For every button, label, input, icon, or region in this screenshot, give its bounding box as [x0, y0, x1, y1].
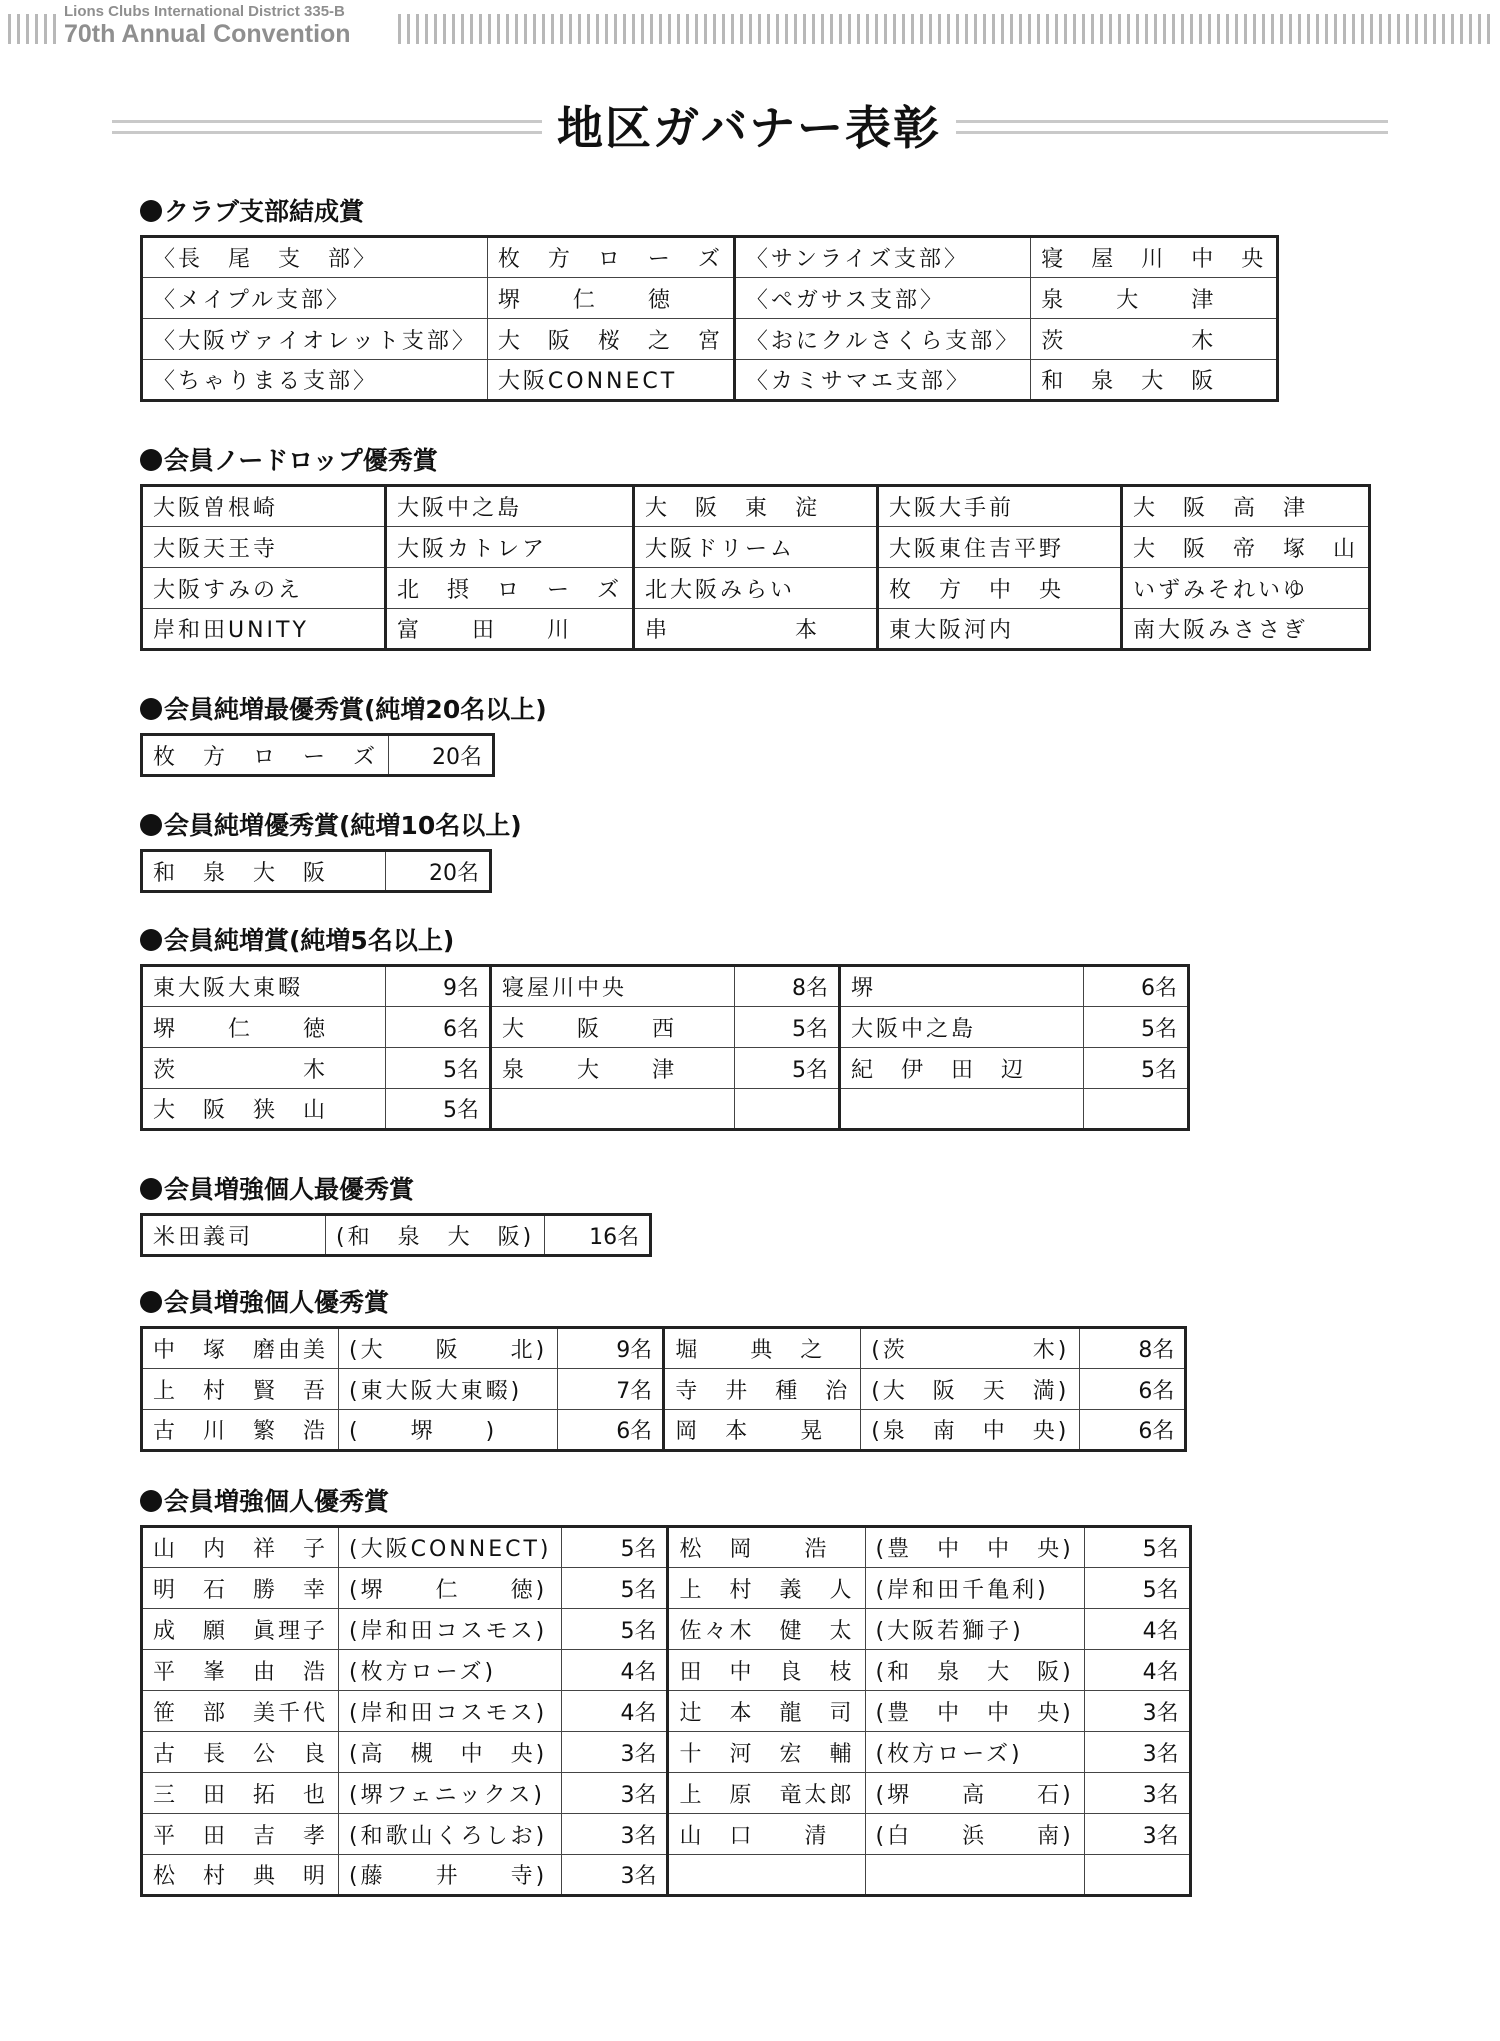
- table-row: [142, 735, 494, 776]
- section-title: 会員純増優秀賞(純増10名以上): [140, 810, 522, 842]
- club-name-cell: (堺 仁 徳): [339, 1568, 562, 1609]
- club-name-cell: 大 阪 西: [491, 1007, 735, 1048]
- club-name-cell: 大阪中之島: [840, 1007, 1084, 1048]
- club-name-cell: [865, 1855, 1084, 1896]
- table-row: [142, 527, 1370, 568]
- count-cell: 5名: [386, 1048, 491, 1089]
- table-row: [142, 568, 1370, 609]
- person-name-cell: 田 中 良 枝: [668, 1650, 865, 1691]
- club-name-cell: 茨 木: [142, 1048, 386, 1089]
- club-name-cell: (高 槻 中 央): [339, 1732, 562, 1773]
- table-row: [142, 278, 1278, 319]
- count-cell: 6名: [386, 1007, 491, 1048]
- branch-name-cell: 〈おにクルさくら支部〉: [734, 319, 1030, 360]
- table-row: [142, 966, 1189, 1007]
- club-branch-table: [140, 235, 1279, 402]
- count-cell: 5名: [562, 1609, 668, 1650]
- section-club-branch: [140, 196, 1279, 402]
- table-row: [142, 237, 1278, 278]
- person-name-cell: 上 原 竜太郎: [668, 1773, 865, 1814]
- person-name-cell: 古 川 繁 浩: [142, 1410, 339, 1451]
- club-name-cell: 大 阪 高 津: [1122, 486, 1370, 527]
- section-title: 会員増強個人優秀賞: [140, 1486, 1192, 1518]
- club-name-cell: 富 田 川: [386, 609, 634, 650]
- club-name-cell: 大阪中之島: [386, 486, 634, 527]
- section-individual-top: [140, 1174, 652, 1257]
- club-name-cell: 大 阪 帝 塚 山: [1122, 527, 1370, 568]
- club-name-cell: 大阪カトレア: [386, 527, 634, 568]
- bullet-icon: [140, 1490, 162, 1512]
- person-name-cell: 中 塚 磨由美: [142, 1328, 339, 1369]
- individual-excellent-table-2: [140, 1525, 1192, 1897]
- person-name-cell: 辻 本 龍 司: [668, 1691, 865, 1732]
- club-name-cell: 南大阪みささぎ: [1122, 609, 1370, 650]
- count-cell: 20名: [386, 851, 491, 892]
- header-text: [64, 4, 351, 48]
- bullet-icon: [140, 814, 162, 836]
- section-title: 会員ノードロップ優秀賞: [140, 445, 1371, 477]
- section-title: クラブ支部結成賞: [140, 196, 1279, 228]
- table-row: [142, 1328, 1186, 1369]
- club-name-cell: (岸和田千亀利): [865, 1568, 1084, 1609]
- count-cell: 9名: [558, 1328, 664, 1369]
- table-row: [142, 1089, 1189, 1130]
- count-cell: 3名: [562, 1732, 668, 1773]
- count-cell: 6名: [1080, 1410, 1186, 1451]
- net-gain-table: [140, 964, 1190, 1131]
- person-name-cell: 上 村 義 人: [668, 1568, 865, 1609]
- club-name-cell: 大 阪 狭 山: [142, 1089, 386, 1130]
- club-name-cell: 和 泉 大 阪: [142, 851, 386, 892]
- table-row: [142, 1369, 1186, 1410]
- club-name-cell: いずみそれいゆ: [1122, 568, 1370, 609]
- person-name-cell: 成 願 眞理子: [142, 1609, 339, 1650]
- club-name-cell: (和 泉 大 阪): [865, 1650, 1084, 1691]
- club-name-cell: (茨 木): [861, 1328, 1080, 1369]
- count-cell: 5名: [1084, 1568, 1190, 1609]
- count-cell: 4名: [562, 1691, 668, 1732]
- table-row: [142, 851, 491, 892]
- section-individual-excellent-2: [140, 1486, 1192, 1897]
- club-name-cell: 東大阪大東畷: [142, 966, 386, 1007]
- club-name-cell: 大阪ドリーム: [634, 527, 878, 568]
- count-cell: 6名: [558, 1410, 664, 1451]
- club-name-cell: 大阪大手前: [878, 486, 1122, 527]
- club-name-cell: 串 本: [634, 609, 878, 650]
- table-row: [142, 1048, 1189, 1089]
- branch-name-cell: 〈長 尾 支 部〉: [142, 237, 488, 278]
- club-name-cell: 堺 仁 徳: [142, 1007, 386, 1048]
- count-cell: 16名: [545, 1215, 651, 1256]
- count-cell: 4名: [1084, 1609, 1190, 1650]
- club-name-cell: 岸和田UNITY: [142, 609, 386, 650]
- page-title: 地区ガバナー表彰: [557, 101, 941, 155]
- branch-name-cell: 〈ちゃりまる支部〉: [142, 360, 488, 401]
- count-cell: 8名: [735, 966, 840, 1007]
- club-name-cell: 泉 大 津: [491, 1048, 735, 1089]
- table-row: [142, 319, 1278, 360]
- club-name-cell: (泉 南 中 央): [861, 1410, 1080, 1451]
- header-convention: 70th Annual Convention: [64, 20, 351, 48]
- count-cell: 5名: [1084, 1007, 1189, 1048]
- table-row: [142, 1814, 1191, 1855]
- count-cell: 5名: [562, 1568, 668, 1609]
- count-cell: 3名: [1084, 1814, 1190, 1855]
- person-name-cell: 上 村 賢 吾: [142, 1369, 339, 1410]
- person-name-cell: 岡 本 晃: [664, 1410, 861, 1451]
- table-row: [142, 1609, 1191, 1650]
- table-row: [142, 1215, 651, 1256]
- club-name-cell: 大 阪 東 淀: [634, 486, 878, 527]
- count-cell: 5名: [1084, 1048, 1189, 1089]
- header-stripes-right: [398, 14, 1492, 44]
- count-cell: 4名: [562, 1650, 668, 1691]
- table-row: [142, 1691, 1191, 1732]
- club-name-cell: 紀 伊 田 辺: [840, 1048, 1084, 1089]
- count-cell: 3名: [1084, 1732, 1190, 1773]
- section-no-drop: [140, 445, 1371, 651]
- section-net-gain-excellent: [140, 810, 522, 893]
- person-name-cell: 佐々木 健 太: [668, 1609, 865, 1650]
- club-name-cell: 東大阪河内: [878, 609, 1122, 650]
- count-cell: 3名: [1084, 1691, 1190, 1732]
- club-name-cell: (藤 井 寺): [339, 1855, 562, 1896]
- count-cell: 7名: [558, 1369, 664, 1410]
- bullet-icon: [140, 698, 162, 720]
- club-name-cell: 大 阪 桜 之 宮: [487, 319, 734, 360]
- person-name-cell: 米田義司: [142, 1215, 326, 1256]
- branch-name-cell: 〈カミサマエ支部〉: [734, 360, 1030, 401]
- club-name-cell: 大阪CONNECT: [487, 360, 734, 401]
- table-row: [142, 609, 1370, 650]
- page-header: [0, 0, 1500, 50]
- club-name-cell: ( 堺 ): [339, 1410, 558, 1451]
- count-cell: 5名: [735, 1007, 840, 1048]
- club-name-cell: (大 阪 天 満): [861, 1369, 1080, 1410]
- count-cell: 20名: [389, 735, 494, 776]
- count-cell: 5名: [1084, 1527, 1190, 1568]
- count-cell: 3名: [562, 1773, 668, 1814]
- person-name-cell: 明 石 勝 幸: [142, 1568, 339, 1609]
- person-name-cell: 松 村 典 明: [142, 1855, 339, 1896]
- bullet-icon: [140, 449, 162, 471]
- individual-excellent-table-1: [140, 1326, 1187, 1452]
- club-name-cell: 枚 方 中 央: [878, 568, 1122, 609]
- club-name-cell: (東大阪大東畷): [339, 1369, 558, 1410]
- club-name-cell: 枚 方 ロ ー ズ: [142, 735, 389, 776]
- club-name-cell: 北 摂 ロ ー ズ: [386, 568, 634, 609]
- no-drop-table: [140, 484, 1371, 651]
- count-cell: [735, 1089, 840, 1130]
- club-name-cell: (大 阪 北): [339, 1328, 558, 1369]
- section-net-gain-top: [140, 694, 547, 777]
- club-name-cell: [491, 1089, 735, 1130]
- club-name-cell: [840, 1089, 1084, 1130]
- person-name-cell: 三 田 拓 也: [142, 1773, 339, 1814]
- club-name-cell: 和 泉 大 阪: [1031, 360, 1278, 401]
- title-rule-right: [956, 120, 1388, 134]
- count-cell: 8名: [1080, 1328, 1186, 1369]
- club-name-cell: 大阪東住吉平野: [878, 527, 1122, 568]
- table-row: [142, 1527, 1191, 1568]
- table-row: [142, 1732, 1191, 1773]
- club-name-cell: (堺フェニックス): [339, 1773, 562, 1814]
- table-row: [142, 1650, 1191, 1691]
- header-stripes-left: [8, 14, 58, 44]
- net-gain-top-table: [140, 733, 495, 777]
- count-cell: 6名: [1080, 1369, 1186, 1410]
- section-individual-excellent-1: [140, 1287, 1187, 1452]
- count-cell: 3名: [562, 1814, 668, 1855]
- table-row: [142, 1855, 1191, 1896]
- count-cell: 5名: [735, 1048, 840, 1089]
- person-name-cell: 十 河 宏 輔: [668, 1732, 865, 1773]
- club-name-cell: (枚方ローズ): [865, 1732, 1084, 1773]
- club-name-cell: (白 浜 南): [865, 1814, 1084, 1855]
- section-net-gain: [140, 925, 1190, 1131]
- table-row: [142, 1773, 1191, 1814]
- page-title-block: [0, 98, 1500, 162]
- section-title: 会員増強個人優秀賞: [140, 1287, 1187, 1319]
- person-name-cell: [668, 1855, 865, 1896]
- person-name-cell: 松 岡 浩: [668, 1527, 865, 1568]
- branch-name-cell: 〈サンライズ支部〉: [734, 237, 1030, 278]
- count-cell: 6名: [1084, 966, 1189, 1007]
- club-name-cell: (岸和田コスモス): [339, 1691, 562, 1732]
- club-name-cell: (枚方ローズ): [339, 1650, 562, 1691]
- individual-top-table: [140, 1213, 652, 1257]
- club-name-cell: 堺 仁 徳: [487, 278, 734, 319]
- club-name-cell: (岸和田コスモス): [339, 1609, 562, 1650]
- count-cell: [1084, 1855, 1190, 1896]
- club-name-cell: (和 泉 大 阪): [326, 1215, 545, 1256]
- net-gain-excellent-table: [140, 849, 492, 893]
- club-name-cell: (和歌山くろしお): [339, 1814, 562, 1855]
- bullet-icon: [140, 929, 162, 951]
- header-org: Lions Clubs International District 335-B: [64, 3, 345, 20]
- bullet-icon: [140, 200, 162, 222]
- section-title: 会員純増最優秀賞(純増20名以上): [140, 694, 547, 726]
- person-name-cell: 山 口 清: [668, 1814, 865, 1855]
- club-name-cell: 泉 大 津: [1031, 278, 1278, 319]
- person-name-cell: 笹 部 美千代: [142, 1691, 339, 1732]
- table-row: [142, 1007, 1189, 1048]
- count-cell: 5名: [562, 1527, 668, 1568]
- person-name-cell: 平 峯 由 浩: [142, 1650, 339, 1691]
- club-name-cell: 寝屋川中央: [491, 966, 735, 1007]
- bullet-icon: [140, 1178, 162, 1200]
- club-name-cell: 枚 方 ロ ー ズ: [487, 237, 734, 278]
- count-cell: [1084, 1089, 1189, 1130]
- count-cell: 4名: [1084, 1650, 1190, 1691]
- table-row: [142, 1568, 1191, 1609]
- bullet-icon: [140, 1291, 162, 1313]
- table-row: [142, 360, 1278, 401]
- section-title: 会員増強個人最優秀賞: [140, 1174, 652, 1206]
- section-title: 会員純増賞(純増5名以上): [140, 925, 1190, 957]
- count-cell: 3名: [562, 1855, 668, 1896]
- table-row: [142, 486, 1370, 527]
- branch-name-cell: 〈ペガサス支部〉: [734, 278, 1030, 319]
- club-name-cell: (豊 中 中 央): [865, 1527, 1084, 1568]
- title-rule-left: [112, 120, 542, 134]
- branch-name-cell: 〈大阪ヴァイオレット支部〉: [142, 319, 488, 360]
- count-cell: 9名: [386, 966, 491, 1007]
- club-name-cell: 大阪すみのえ: [142, 568, 386, 609]
- club-name-cell: (大阪CONNECT): [339, 1527, 562, 1568]
- club-name-cell: 寝 屋 川 中 央: [1031, 237, 1278, 278]
- club-name-cell: (豊 中 中 央): [865, 1691, 1084, 1732]
- person-name-cell: 平 田 吉 孝: [142, 1814, 339, 1855]
- club-name-cell: 堺: [840, 966, 1084, 1007]
- person-name-cell: 寺 井 種 治: [664, 1369, 861, 1410]
- club-name-cell: 茨 木: [1031, 319, 1278, 360]
- person-name-cell: 古 長 公 良: [142, 1732, 339, 1773]
- person-name-cell: 堀 典 之: [664, 1328, 861, 1369]
- branch-name-cell: 〈メイプル支部〉: [142, 278, 488, 319]
- club-name-cell: 大阪曽根崎: [142, 486, 386, 527]
- club-name-cell: (大阪若獅子): [865, 1609, 1084, 1650]
- club-name-cell: 大阪天王寺: [142, 527, 386, 568]
- table-row: [142, 1410, 1186, 1451]
- count-cell: 5名: [386, 1089, 491, 1130]
- club-name-cell: 北大阪みらい: [634, 568, 878, 609]
- club-name-cell: (堺 高 石): [865, 1773, 1084, 1814]
- count-cell: 3名: [1084, 1773, 1190, 1814]
- person-name-cell: 山 内 祥 子: [142, 1527, 339, 1568]
